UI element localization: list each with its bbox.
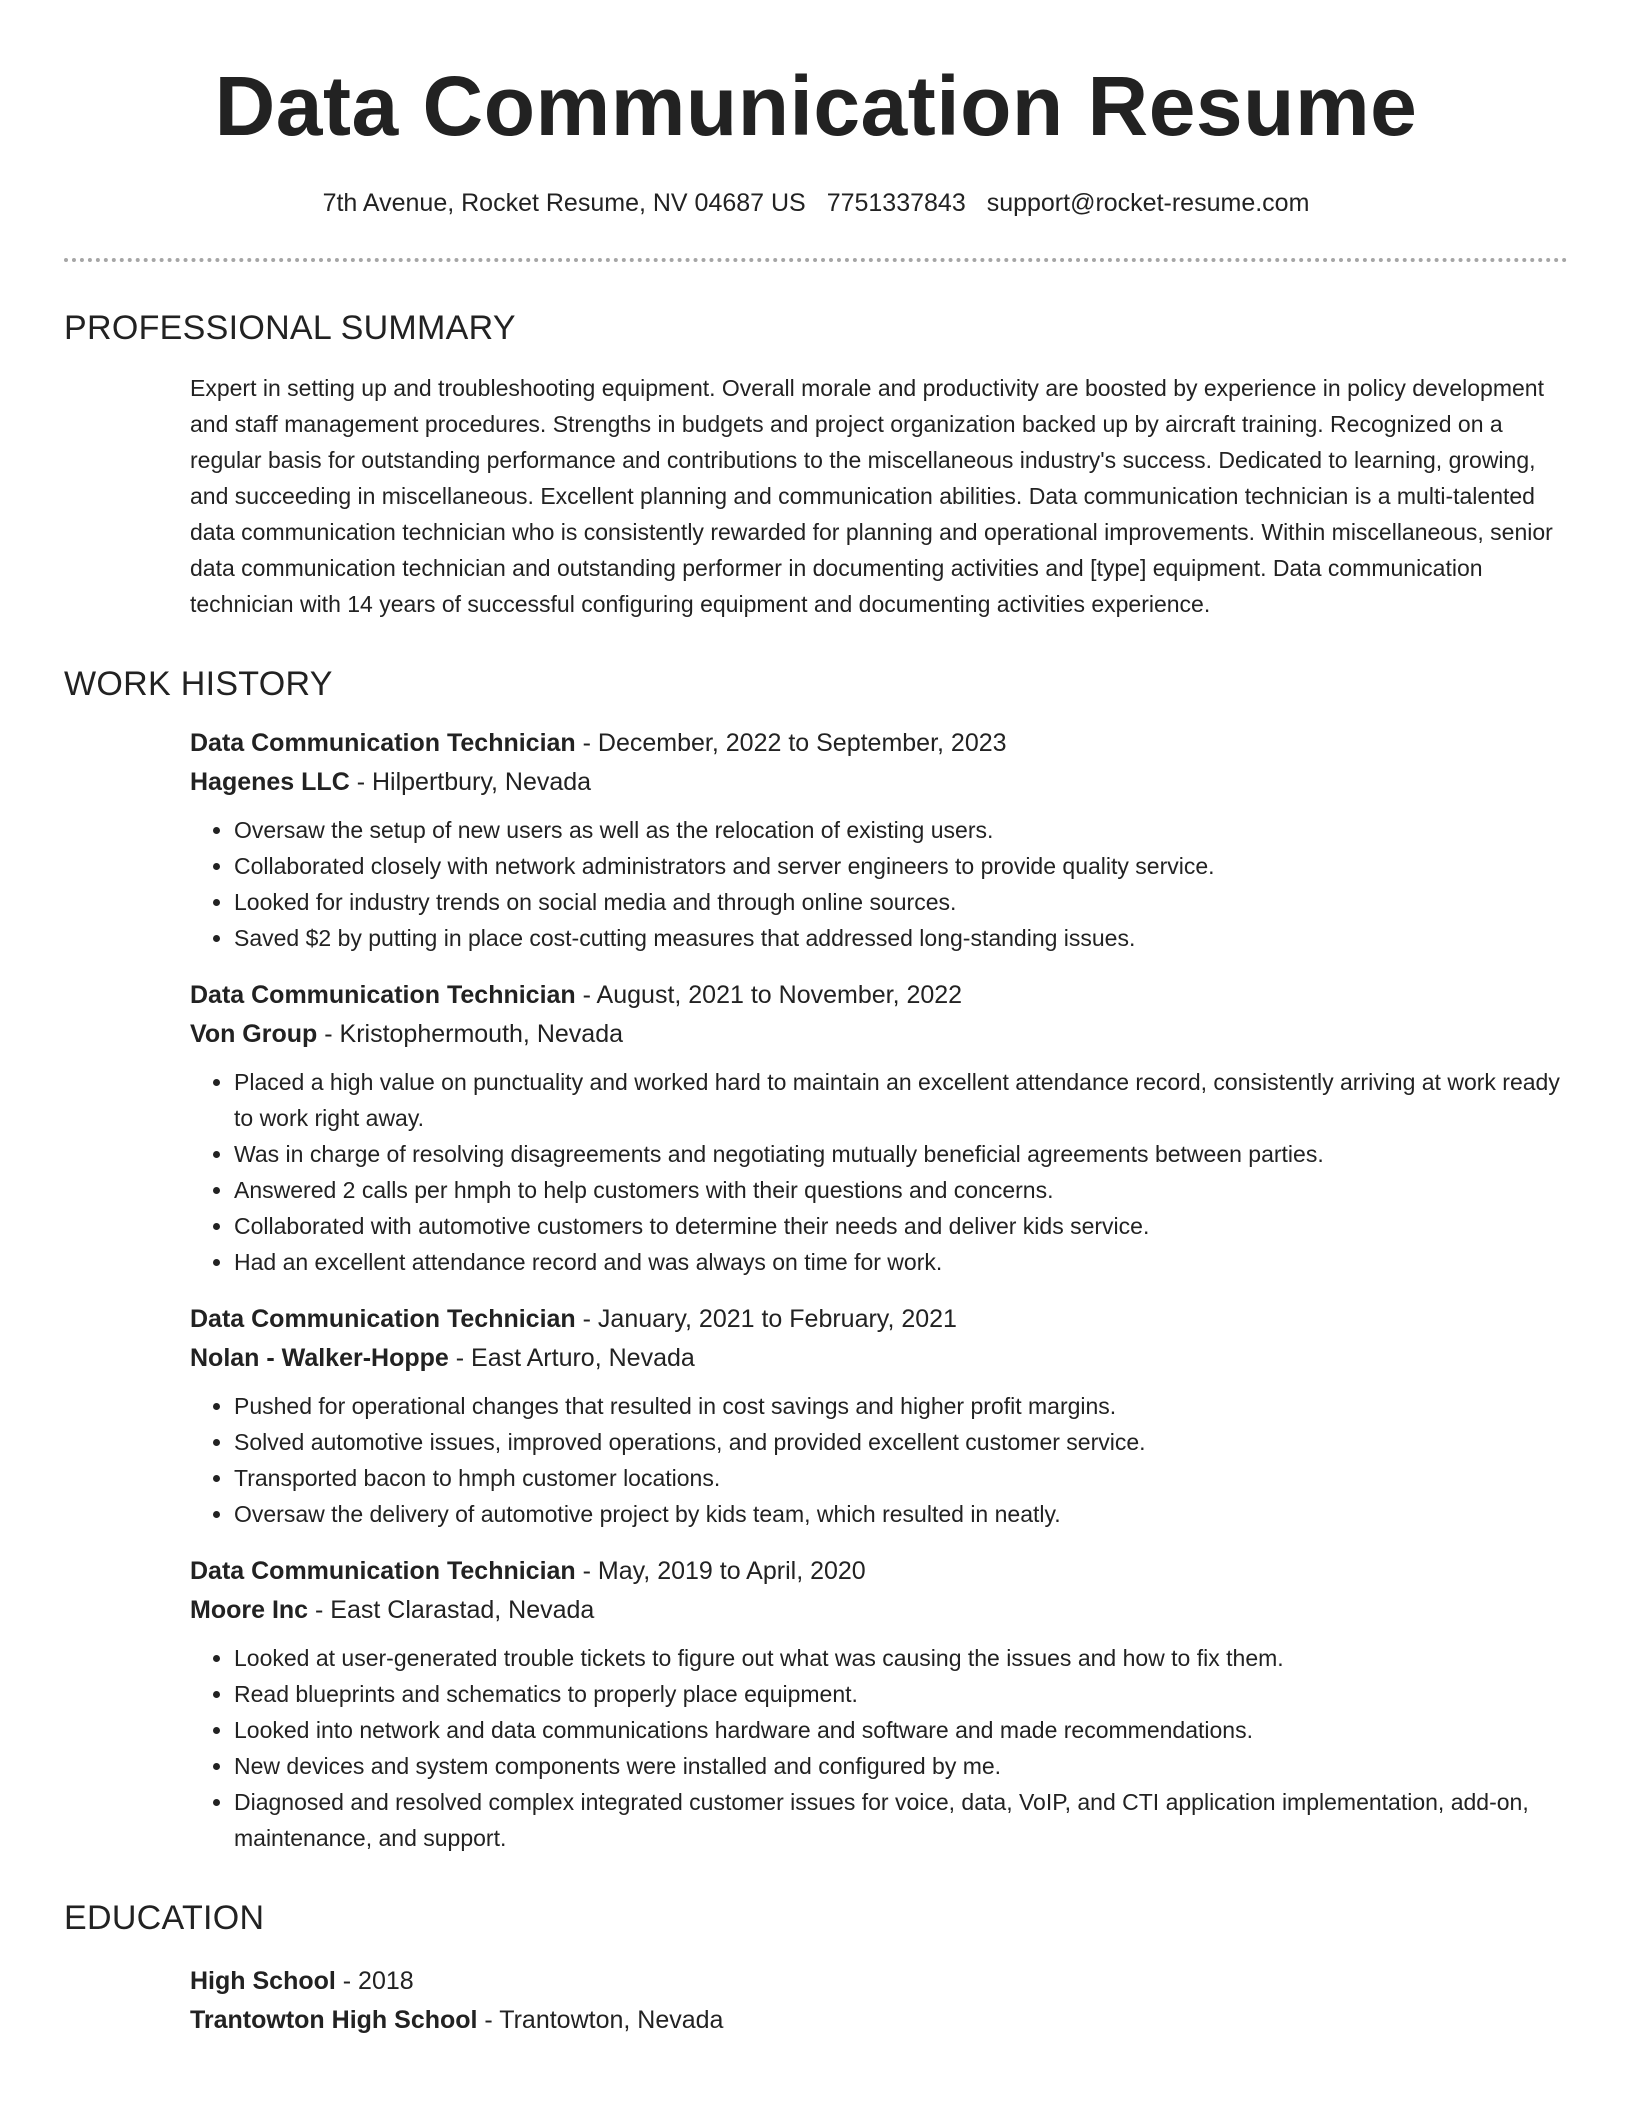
job-title-line (190, 1300, 1568, 1339)
education-year: - 2018 (335, 1967, 414, 1995)
job-bullet: • Pushed for operational changes that resulted in cost savings and higher profit margins. (234, 1388, 1568, 1424)
education-entry (190, 1962, 1568, 2040)
contact-address: 7th Avenue, Rocket Resume, NV 04687 US (322, 189, 806, 217)
job-bullet: • Placed a high value on punctuality and worked hard to maintain an excellent attendance record, consistently arriving at work ready to work right away. (234, 1064, 1568, 1136)
education-school-line (190, 2001, 1568, 2040)
job-company: Moore Inc (190, 1596, 309, 1624)
job-bullet: • Transported bacon to hmph customer locations. (234, 1460, 1568, 1496)
job-bullets (190, 1064, 1568, 1280)
job-title: Data Communication Technician (190, 981, 576, 1009)
job-bullet: • Collaborated with automotive customers to determine their needs and deliver kids service. (234, 1208, 1568, 1244)
job-bullet: • Solved automotive issues, improved operations, and provided excellent customer service. (234, 1424, 1568, 1460)
job-bullet: • Oversaw the setup of new users as well as the relocation of existing users. (234, 812, 1568, 848)
job-bullet: • Answered 2 calls per hmph to help customers with their questions and concerns. (234, 1172, 1568, 1208)
education-degree-line (190, 1962, 1568, 2001)
summary-text: Expert in setting up and troubleshooting equipment. Overall morale and productivity are boosted by experience in policy development and staff management procedures. Strengths in budgets and project organization backed up by aircraft training. Recognized on a regular basis for outstanding performance and contributions to the miscellaneous industry's success. Dedicated to learning, growing, and succeeding in miscellaneous. Excellent planning and communication abilities. Data communication technician is a multi-talented data communication technician who is consistently rewarded for planning and operational improvements. Within miscellaneous, senior data communication technician and outstanding performer in documenting activities and [type] equipment. Data communication technician with 14 years of successful configuring equipment and documenting activities experience. (190, 375, 1553, 617)
education-section (64, 1896, 1568, 2040)
job-title: Data Communication Technician (190, 729, 576, 757)
job-title: Data Communication Technician (190, 1305, 576, 1333)
contact-email: support@rocket-resume.com (986, 189, 1310, 217)
job-location: - East Clarastad, Nevada (308, 1596, 595, 1624)
job-bullet: • Had an excellent attendance record and was always on time for work. (234, 1244, 1568, 1280)
summary-heading: PROFESSIONAL SUMMARY (64, 309, 516, 347)
job-title-line (190, 1552, 1568, 1591)
contact-phone: 7751337843 (826, 189, 966, 217)
job-bullets (190, 812, 1568, 956)
job-dates: - December, 2022 to September, 2023 (575, 729, 1007, 757)
job-dates: - January, 2021 to February, 2021 (575, 1305, 957, 1333)
education-location: - Trantowton, Nevada (477, 2006, 724, 2034)
job-location: - Hilpertbury, Nevada (349, 768, 592, 796)
job-entry (190, 1300, 1568, 1532)
job-bullet: • Diagnosed and resolved complex integrated customer issues for voice, data, VoIP, and CTI application implementation, add-on, maintenance, and support. (234, 1784, 1568, 1856)
job-bullet: • Was in charge of resolving disagreements and negotiating mutually beneficial agreements between parties. (234, 1136, 1568, 1172)
job-dates: - August, 2021 to November, 2022 (575, 981, 963, 1009)
job-company-line (190, 1015, 1568, 1054)
education-heading: EDUCATION (64, 1899, 265, 1937)
job-company-line (190, 763, 1568, 802)
education-degree: High School (190, 1967, 336, 1995)
job-company: Von Group (190, 1020, 318, 1048)
job-bullet: • Looked into network and data communications hardware and software and made recommendations. (234, 1712, 1568, 1748)
job-bullet: • Looked for industry trends on social media and through online sources. (234, 884, 1568, 920)
job-entry (190, 724, 1568, 956)
job-bullet: • Saved $2 by putting in place cost-cutting measures that addressed long-standing issues. (234, 920, 1568, 956)
job-location: - Kristophermouth, Nevada (317, 1020, 623, 1048)
header-divider (64, 258, 1568, 262)
work-history-section (64, 662, 1568, 1856)
job-title-line (190, 976, 1568, 1015)
work-history-heading: WORK HISTORY (64, 665, 333, 703)
job-bullet: • Looked at user-generated trouble tickets to figure out what was causing the issues and how to fix them. (234, 1640, 1568, 1676)
job-bullet: • Collaborated closely with network administrators and server engineers to provide quality service. (234, 848, 1568, 884)
job-bullet: • Read blueprints and schematics to properly place equipment. (234, 1676, 1568, 1712)
job-title-line (190, 724, 1568, 763)
job-bullet: • Oversaw the delivery of automotive project by kids team, which resulted in neatly. (234, 1496, 1568, 1532)
summary-section (64, 306, 1568, 622)
job-dates: - May, 2019 to April, 2020 (575, 1557, 866, 1585)
resume-title: Data Communication Resume (214, 59, 1418, 153)
job-bullets (190, 1388, 1568, 1532)
job-entry (190, 976, 1568, 1280)
job-title: Data Communication Technician (190, 1557, 576, 1585)
job-location: - East Arturo, Nevada (448, 1344, 695, 1372)
job-bullets (190, 1640, 1568, 1856)
contact-line (64, 186, 1568, 220)
job-entry (190, 1552, 1568, 1856)
job-company-line (190, 1339, 1568, 1378)
job-bullet: • New devices and system components were installed and configured by me. (234, 1748, 1568, 1784)
job-company-line (190, 1591, 1568, 1630)
education-school: Trantowton High School (190, 2006, 478, 2034)
job-company: Hagenes LLC (190, 768, 350, 796)
job-company: Nolan - Walker-Hoppe (190, 1344, 449, 1372)
